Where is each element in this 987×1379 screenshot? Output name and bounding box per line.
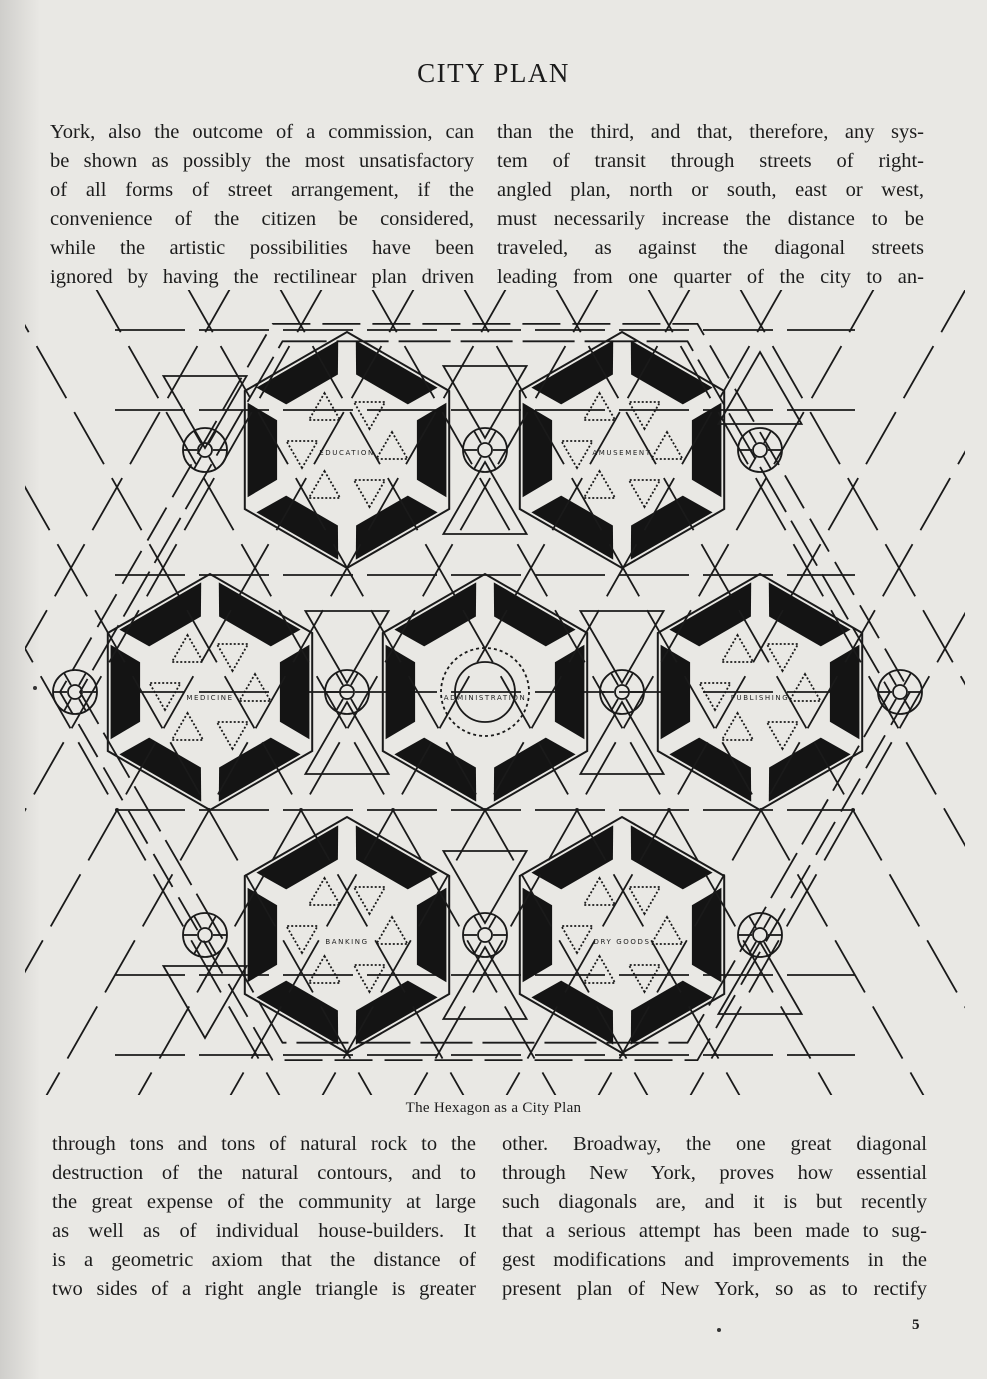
building-block-wedge [356,496,438,560]
building-block-wedge [692,888,722,982]
park-triangle [309,878,340,905]
park-triangle [651,432,682,459]
building-block-wedge [631,496,713,560]
park-triangle [354,965,385,992]
roundabout-spoke [474,457,481,469]
roundabout-spoke [749,916,756,928]
park-triangle [584,471,615,498]
park-triangle-large [580,702,663,774]
building-block-wedge [830,645,860,739]
park-triangle [561,441,592,468]
park-triangle [217,722,248,749]
building-block-wedge [555,645,585,739]
roundabout-center [478,928,492,942]
text-column-top-left [50,118,474,292]
park-triangle [651,917,682,944]
roundabout-spoke [764,916,771,928]
building-block-wedge [394,738,476,802]
ink-speck [33,686,37,690]
park-triangle [376,917,407,944]
park-triangle [722,635,753,662]
building-block-wedge [669,582,751,646]
park-triangle [767,644,798,671]
roundabout-spoke [764,431,771,443]
roundabout-spoke [889,699,896,711]
page-title: CITY PLAN [417,58,570,88]
roundabout-spoke [474,942,481,954]
building-block-wedge [386,645,416,739]
text-column-top-right [497,118,924,292]
text-line: through New York, proves how essential [502,1162,927,1184]
park-triangle [354,480,385,507]
roundabout-spoke [474,431,481,443]
building-block-wedge [494,738,576,802]
district-label-medicine: MEDICINE [186,694,234,702]
text-line: destruction of the natural contours, and to [52,1162,476,1184]
park-triangle [789,674,820,701]
roundabout-spoke [489,942,496,954]
text-line: angled plan, north or south, east or west, [497,179,924,201]
park-triangle [584,956,615,983]
hexagon-city-plan-illustration [25,290,965,1095]
roundabout-spoke [194,431,201,443]
park-triangle [309,393,340,420]
text-line: convenience of the citizen be considered, [50,208,474,230]
district-label-amusement: AMUSEMENT [592,449,652,457]
district-label-banking: BANKING [325,938,369,946]
text-line: other. Broadway, the one great diagonal [502,1133,927,1155]
park-triangle [309,471,340,498]
ink-speck [717,1328,721,1332]
park-triangle [239,674,270,701]
text-line: the great expense of the community at large [52,1191,476,1213]
building-block-wedge [531,340,613,404]
text-line: as well as of individual house-builders. It [52,1220,476,1242]
park-triangle [584,878,615,905]
building-block-wedge [417,403,447,497]
park-triangle-large [163,376,246,448]
building-block-wedge [769,738,851,802]
building-block-wedge [119,738,201,802]
roundabout-spoke [489,916,496,928]
roundabout-spoke [904,673,911,685]
text-line: be shown as possibly the most unsatisfactory [50,150,474,172]
park-triangle [172,713,203,740]
park-triangle [629,480,660,507]
text-line: than the third, and that, therefore, any sys- [497,121,924,143]
roundabout-spoke [489,431,496,443]
roundabout-center [753,443,767,457]
roundabout-spoke [489,457,496,469]
building-block-wedge [494,582,576,646]
roundabout-spoke [889,673,896,685]
park-triangle [561,926,592,953]
building-block-wedge [356,340,438,404]
text-line: two sides of a right angle triangle is greater [52,1278,476,1300]
park-triangle-large [305,702,388,774]
text-line: gest modifications and improvements in the [502,1249,927,1271]
roundabout-center [893,685,907,699]
park-triangle [217,644,248,671]
roundabout-spoke [474,916,481,928]
building-block-wedge [256,981,338,1045]
building-block-wedge [394,582,476,646]
text-line: present plan of New York, so as to rectify [502,1278,927,1300]
figure-caption: The Hexagon as a City Plan [405,1100,582,1116]
text-line: leading from one quarter of the city to an- [497,266,924,288]
page-number: 5 [912,1317,920,1333]
park-triangle [722,713,753,740]
district-label-dry-goods: DRY GOODS [593,938,651,946]
park-triangle [309,956,340,983]
text-line: must necessarily increase the distance to be [497,208,924,230]
building-block-wedge [256,825,338,889]
building-block-wedge [248,403,278,497]
building-block-wedge [256,496,338,560]
district-label-publishing: PUBLISHING [730,694,790,702]
text-line: while the artistic possibilities have been [50,237,474,259]
building-block-wedge [219,582,301,646]
roundabout-spoke [749,431,756,443]
building-block-wedge [356,981,438,1045]
district-label-administration: ADMINISTRATION [443,694,527,702]
text-line: is a geometric axiom that the distance of [52,1249,476,1271]
park-triangle-large [718,352,801,424]
park-triangle [699,683,730,710]
building-block-wedge [111,645,141,739]
district-label-education: EDUCATION [319,449,375,457]
park-triangle [376,432,407,459]
text-line: through tons and tons of natural rock to the [52,1133,476,1155]
roundabout-spoke [764,457,771,469]
building-block-wedge [356,825,438,889]
roundabout-center [198,928,212,942]
text-line: ignored by having the rectilinear plan driven [50,266,474,288]
text-line: York, also the outcome of a commission, can [50,121,474,143]
text-column-bottom-right [502,1130,927,1304]
park-triangle [286,441,317,468]
roundabout-spoke [749,457,756,469]
text-line: traveled, as against the diagonal streets [497,237,924,259]
roundabout-center [478,443,492,457]
text-line: tem of transit through streets of right- [497,150,924,172]
building-block-wedge [256,340,338,404]
park-triangle [172,635,203,662]
building-block-wedge [531,825,613,889]
park-triangle [629,965,660,992]
text-line: of all forms of street arrangement, if the [50,179,474,201]
text-line: such diagonals are, and it is but recently [502,1191,927,1213]
roundabout-center [753,928,767,942]
building-block-wedge [631,981,713,1045]
park-triangle [584,393,615,420]
park-triangle-large [305,611,388,683]
text-column-bottom-left [52,1130,476,1304]
building-block-wedge [692,403,722,497]
park-triangle [767,722,798,749]
text-line: that a serious attempt has been made to sug- [502,1220,927,1242]
